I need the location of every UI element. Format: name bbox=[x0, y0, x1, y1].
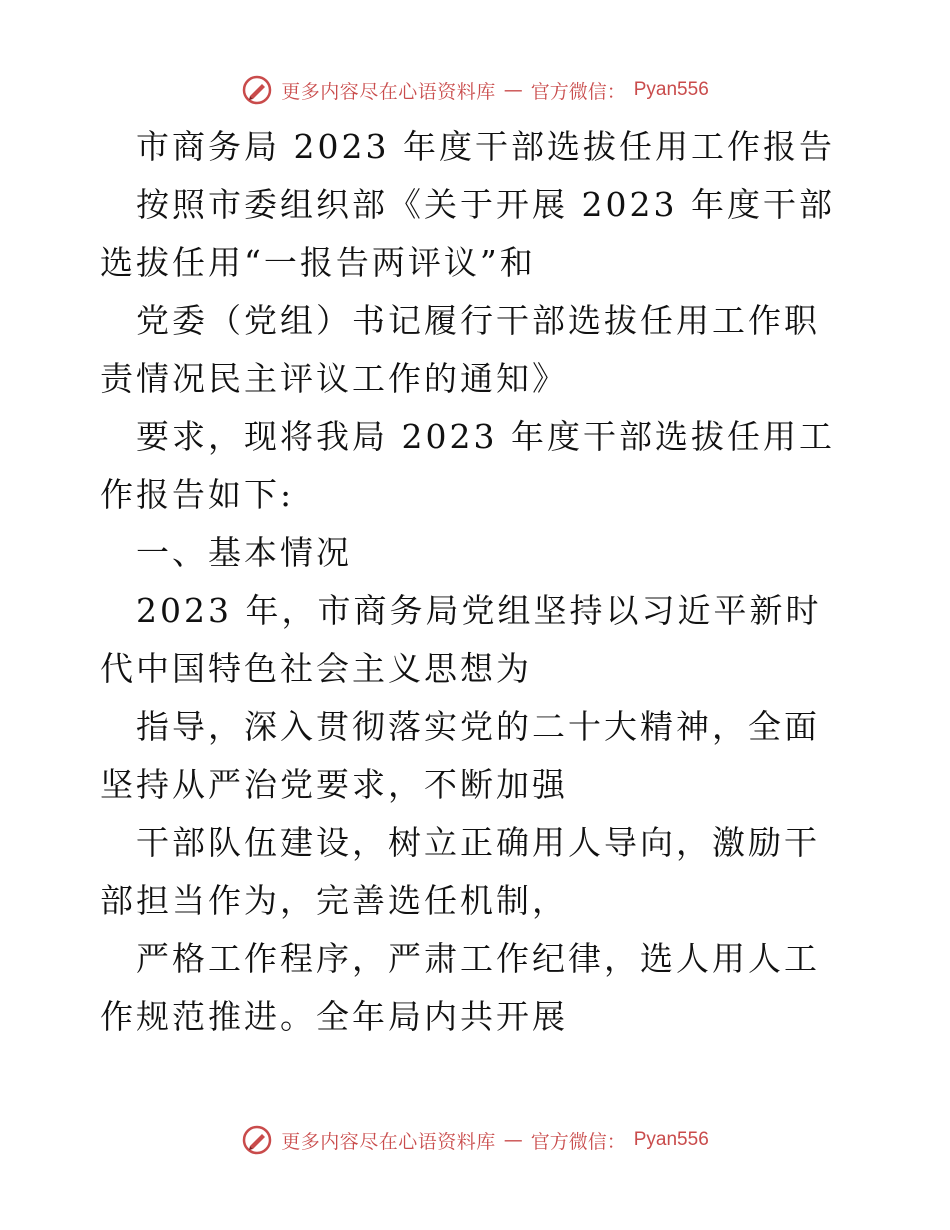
paragraph-8: 严格工作程序，严肃工作纪律，选人用人工作规范推进。全年局内共开展 bbox=[100, 939, 820, 1036]
watermark-wechat-id: Pyan556 bbox=[633, 79, 709, 100]
footer-watermark bbox=[0, 1120, 950, 1160]
watermark-wechat-label: 官方微信： bbox=[530, 1130, 626, 1153]
watermark-separator: — bbox=[503, 79, 523, 101]
document-title: 市商务局 2023 年度干部选拔任用工作报告 bbox=[136, 127, 835, 166]
watermark-wechat-label: 官方微信： bbox=[530, 80, 626, 103]
watermark-separator: — bbox=[503, 1129, 523, 1151]
pen-seal-icon bbox=[241, 74, 273, 106]
paragraph-2: 党委（党组）书记履行干部选拔任用工作职责情况民主评议工作的通知》 bbox=[100, 301, 820, 398]
watermark-wechat-id: Pyan556 bbox=[633, 1129, 709, 1150]
watermark-site-text: 更多内容尽在心语资料库 bbox=[281, 1130, 496, 1153]
paragraph-6: 指导，深入贯彻落实党的二十大精神，全面坚持从严治党要求，不断加强 bbox=[100, 707, 820, 804]
paragraph-5: 2023 年，市商务局党组坚持以习近平新时代中国特色社会主义思想为 bbox=[100, 591, 822, 688]
watermark-site-text: 更多内容尽在心语资料库 bbox=[281, 80, 496, 103]
document-body bbox=[100, 118, 852, 1046]
paragraph-1: 按照市委组织部《关于开展 2023 年度干部选拔任用“一报告两评议”和 bbox=[100, 185, 835, 282]
paragraph-7: 干部队伍建设，树立正确用人导向，激励干部担当作为，完善选任机制， bbox=[100, 823, 820, 920]
section-heading: 一、基本情况 bbox=[136, 533, 352, 572]
header-watermark bbox=[0, 70, 950, 110]
paragraph-3: 要求，现将我局 2023 年度干部选拔任用工作报告如下: bbox=[100, 417, 835, 514]
pen-seal-icon bbox=[241, 1124, 273, 1156]
